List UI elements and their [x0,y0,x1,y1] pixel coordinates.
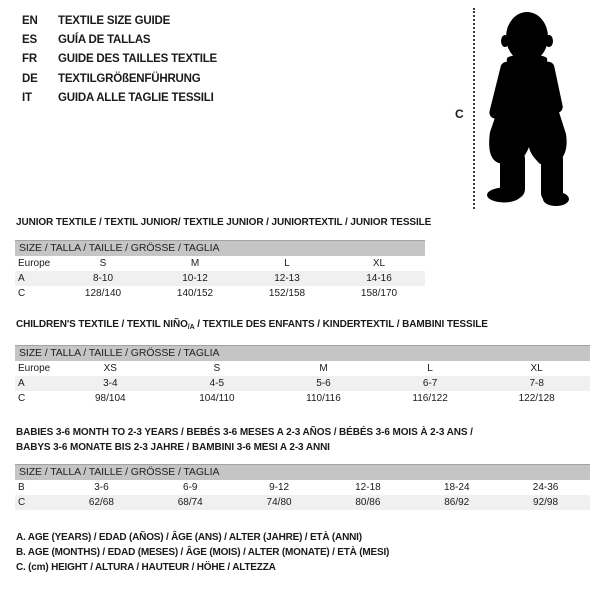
junior-size-table [15,240,425,301]
cell: S [213,363,221,374]
cell: L [427,363,433,374]
height-dotted-line [473,8,475,209]
cell: XL [530,363,543,374]
row-label: Europe [18,363,51,374]
table-row-age-months [15,480,590,495]
legend [16,532,389,578]
language-title: TEXTILGRÖßENFÜHRUNG [58,72,201,85]
cell: L [284,258,290,269]
language-code: EN [22,14,38,27]
cell: 140/152 [176,288,214,299]
cell: 8-10 [92,273,113,284]
table-row-age [15,376,590,391]
cell: 80/86 [355,497,381,508]
language-row [22,88,217,107]
language-title: GUIDA ALLE TAGLIE TESSILI [58,91,214,104]
children-title-pre: CHILDREN'S TEXTILE / TEXTIL NIÑO [16,319,188,330]
row-label: C [18,497,26,508]
cell: 86/92 [444,497,470,508]
language-code: ES [22,33,37,46]
children-size-table [15,345,590,406]
size-header-bar: SIZE / TALLA / TAILLE / GRÖSSE / TAGLIA [15,240,425,256]
cell: 12-13 [274,273,300,284]
language-row [22,30,217,49]
language-list [22,11,217,107]
cell: S [99,258,107,269]
language-title: GUIDE DES TAILLES TEXTILE [58,53,217,66]
cell: XL [372,258,386,269]
children-section-title [16,319,488,331]
babies-title-line1: BABIES 3-6 MONTH TO 2-3 YEARS / BEBÉS 3-6 MESES A 2-3 AÑOS / BÉBÉS 3-6 MOIS À 2-3 ANS / [16,427,473,438]
size-header-bar: SIZE / TALLA / TAILLE / GRÖSSE / TAGLIA [15,464,590,480]
cell: 152/158 [268,288,306,299]
height-label-c: C [455,107,464,121]
babies-section-title [16,426,473,455]
junior-section-title: JUNIOR TEXTILE / TEXTIL JUNIOR/ TEXTILE JUNIOR / JUNIORTEXTIL / JUNIOR TESSILE [16,217,432,228]
legend-line-b: B. AGE (MONTHS) / EDAD (MESES) / ÂGE (MOIS) / ALTER (MONATE) / ETÀ (MESI) [16,547,390,559]
row-label: A [18,378,25,389]
row-label: C [18,393,26,404]
language-code: DE [22,72,38,85]
cell: 3-4 [103,378,118,389]
language-title: TEXTILE SIZE GUIDE [58,14,171,27]
babies-size-table [15,464,590,510]
table-row-europe [15,361,590,376]
cell: XS [103,363,117,374]
row-label: B [18,482,25,493]
cell: 116/122 [412,393,448,404]
cell: 74/80 [266,497,292,508]
table-row-europe [15,256,425,271]
babies-title-line2: BABYS 3-6 MONATE BIS 2-3 JAHRE / BAMBINI 3-6 MESI A 2-3 ANNI [16,441,330,453]
language-row [22,69,217,88]
baby-silhouette-icon [478,6,578,211]
children-title-subscript: /A [187,324,195,331]
language-title: GUÍA DE TALLAS [58,33,151,46]
cell: 12-18 [355,482,381,493]
cell: 158/170 [360,288,398,299]
cell: 98/104 [95,393,126,404]
cell: 6-7 [422,378,438,389]
cell: 128/140 [84,288,122,299]
legend-line-a: A. AGE (YEARS) / EDAD (AÑOS) / ÂGE (ANS) / ALTER (JAHRE) / ETÀ (ANNI) [16,532,362,543]
legend-line-c: C. (cm) HEIGHT / ALTURA / HAUTEUR / HÖHE / ALTEZZA [16,562,276,574]
table-row-height [15,495,590,510]
cell: 92/98 [533,497,559,508]
cell: 6-9 [183,482,198,493]
row-label: Europe [18,258,51,269]
language-code: IT [22,91,32,104]
cell: 5-6 [316,378,331,389]
cell: M [319,363,328,374]
cell: 110/116 [306,393,341,404]
cell: 104/110 [199,393,235,404]
row-label: C [18,288,26,299]
table-row-age [15,271,425,286]
size-header-bar: SIZE / TALLA / TAILLE / GRÖSSE / TAGLIA [15,345,590,361]
cell: M [190,258,200,269]
cell: 7-8 [529,378,544,389]
cell: 14-16 [366,273,392,284]
table-row-height [15,391,590,406]
cell: 62/68 [88,497,114,508]
language-code: FR [22,53,37,66]
cell: 10-12 [182,273,208,284]
cell: 9-12 [269,482,290,493]
language-row [22,50,217,69]
language-row [22,11,217,30]
cell: 122/128 [518,393,555,404]
cell: 4-5 [209,378,225,389]
cell: 3-6 [94,482,109,493]
cell: 18-24 [443,482,470,493]
table-row-height [15,286,425,301]
cell: 24-36 [532,482,559,493]
row-label: A [18,273,25,284]
children-title-post: / TEXTILE DES ENFANTS / KINDERTEXTIL / BAMBINI TESSILE [194,319,488,330]
cell: 68/74 [177,497,203,508]
